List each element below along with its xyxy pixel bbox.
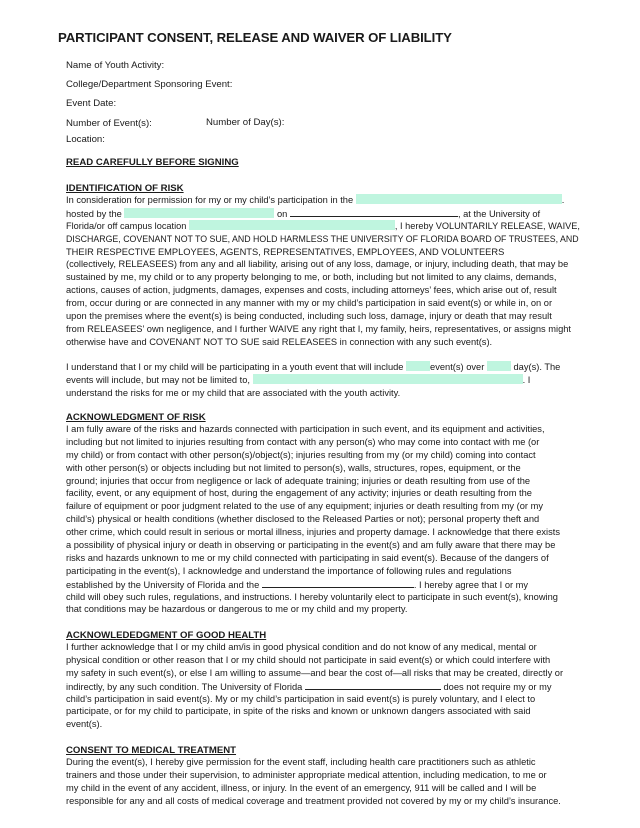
identification-line [66, 194, 582, 207]
location-field[interactable] [189, 220, 395, 230]
acknowledgment-line: I am fully aware of the risks and hazards connected with participation in such event, and its equipment and activities, [66, 424, 545, 434]
acknowledgment-line [66, 578, 582, 591]
acknowledgment-line: that conditions may be hazardous or dangerous to me or my child and my property. [66, 604, 408, 615]
acknowledgment-heading: ACKNOWLEDGMENT OF RISK [66, 412, 206, 423]
medical-line: During the event(s), I hereby give permission for the event staff, including health care practitioners such as athletic [66, 757, 536, 767]
text-segment: , at the University of [457, 208, 541, 219]
good-health-line: child’s participation in said event(s). My or my child’s participation in said event(s) is purely voluntary, and I elect to [66, 693, 536, 704]
good-health-line: my safety in such event(s), or else I am willing to assume—and bear the cost of—all risks that may be created, directly or [66, 667, 564, 678]
identification-line: DISCHARGE, COVENANT NOT TO SUE, AND HOLD HARMLESS THE UNIVERSITY OF FLORIDA BOARD OF TRUSTEES, AND [66, 233, 579, 244]
acknowledgment-line: child will obey such rules, regulations, and instructions. I hereby voluntarily elect to participate in such event(s), knowing [66, 591, 558, 602]
good-health-line: participate, or for my child to participate, in spite of the risks and known or unknown dangers associated with said [66, 706, 531, 717]
day-count-field[interactable] [487, 361, 511, 371]
event-date-label: Event Date: [66, 98, 117, 109]
text-segment: day(s). The [513, 362, 561, 372]
identification-line: upon the premises where the event(s) is being conducted, including such loss, damage, injury or death that may result [66, 311, 552, 322]
acknowledgment-line: ground; injuries that occur from negligence or lack of adequate training; injuries or death resulting from use of the [66, 475, 531, 486]
activity-name-field[interactable] [356, 194, 562, 204]
text-segment: I understand that I or my child will be participating in a youth event that will include [66, 362, 404, 372]
host-field[interactable] [124, 208, 274, 218]
acknowledgment-line: participating in the event(s), I acknowledge and understand the importance of following rules and regulations [66, 565, 512, 576]
text-segment: events will include, but may not be limited to, [66, 374, 250, 385]
text-segment: established by the University of Florida and the [66, 579, 260, 590]
num-days-label: Number of Day(s): [206, 117, 285, 128]
acknowledgment-line: a possibility of physical injury or death in observing or participating in the event(s) and am fully aware that there may be [66, 540, 556, 551]
identification-line: otherwise have and COVENANT NOT TO SUE said RELEASEES in connection with any such event(s). [66, 336, 493, 347]
acknowledgment-line: failure of equipment or poor judgment related to the use of any equipment; injuries or death resulting from my (or my [66, 501, 543, 512]
good-health-line [66, 680, 582, 693]
document-title: PARTICIPANT CONSENT, RELEASE AND WAIVER OF LIABILITY [58, 30, 452, 45]
text-segment: . [561, 195, 565, 205]
event-activities-field[interactable] [253, 374, 523, 384]
acknowledgment-line: with other person(s) or objects including but not limited to person(s), walls, structures, ropes, equipment, or the [66, 462, 521, 473]
date-underline-field[interactable] [290, 207, 458, 217]
identification-line: from, occur during or are connected in any manner with my or my child’s participation in said event(s) or while in, on or [66, 298, 553, 309]
understand-line [66, 361, 582, 374]
acknowledgment-line: including but not limited to injuries resulting from contact with any person(s) who may come into contact with me (or [66, 436, 540, 447]
understand-line: understand the risks for me or my child that are associated with the youth activity. [66, 387, 401, 398]
medical-line: trainers and those under their supervision, to administer appropriate medical attention, including medication, to me or [66, 769, 547, 780]
medical-line: responsible for any and all costs of medical coverage and treatment provided not covered by my or my child’s insurance. [66, 795, 561, 806]
location-label: Location: [66, 134, 105, 145]
sponsor-label: College/Department Sponsoring Event: [66, 79, 233, 90]
good-health-heading: ACKNOWLEDEDGMENT OF GOOD HEALTH [66, 630, 267, 641]
good-health-line: physical condition or other reason that I or my child should not participate in said event(s) or which could interfere with [66, 654, 551, 665]
acknowledgment-line: other crime, which could result in serious or mortal illness, injuries and property damage. I acknowledge that there exists [66, 527, 561, 538]
num-events-label: Number of Event(s): [66, 118, 152, 129]
good-health-line: I further acknowledge that I or my child am/is in good physical condition and do not know of any medical, mental or [66, 642, 537, 652]
text-segment: In consideration for permission for my or my child’s participation in the [66, 195, 354, 205]
understand-paragraph [66, 361, 582, 400]
good-health-line: event(s). [66, 719, 103, 730]
read-carefully-heading: READ CAREFULLY BEFORE SIGNING [66, 157, 239, 168]
event-count-field[interactable] [406, 361, 430, 371]
text-segment: , I hereby VOLUNTARILY RELEASE, WAIVE, [394, 220, 580, 231]
identification-line: THEIR RESPECTIVE EMPLOYEES, AGENTS, REPRESENTATIVES, EMPLOYEES, AND VOLUNTEERS [66, 246, 505, 257]
text-segment: does not require my or my [443, 681, 552, 692]
youth-activity-label: Name of Youth Activity: [66, 60, 165, 71]
text-segment: Florida/or off campus location [66, 220, 187, 231]
identification-line [66, 207, 582, 220]
identification-paragraph [66, 194, 582, 349]
acknowledgment-line: child’s) physical or health conditions (whether disclosed to the Released Parties or not); personal property theft and [66, 514, 540, 525]
identification-line: from RELEASEES’ own negligence, and I further WAIVE any right that I, my family, heirs, representatives, or assigns might [66, 323, 572, 334]
identification-line: actions, causes of action, judgments, damages, expenses and costs, including attorneys’ fees, which arise out of, result [66, 285, 557, 296]
identification-line: (collectively, RELEASEES) from any and all liability, arising out of any loss, damage, or injury, including death, that may be [66, 259, 569, 270]
text-segment: . I [522, 374, 531, 385]
acknowledgment-paragraph [66, 423, 582, 616]
medical-paragraph [66, 756, 582, 808]
identification-line [66, 220, 582, 233]
text-segment: . I hereby agree that I or my [413, 579, 529, 590]
identification-heading: IDENTIFICATION OF RISK [66, 183, 184, 194]
medical-heading: CONSENT TO MEDICAL TREATMENT [66, 745, 237, 756]
department-underline-field[interactable] [305, 680, 441, 690]
acknowledgment-line: my child) or from contact with other person(s)/object(s); injuries resulting from my (or my child) coming into contact [66, 449, 536, 460]
acknowledgment-line: facility, event, or any equipment of host, during the engagement of any activity; injuries or death resulting from the [66, 488, 532, 499]
text-segment: hosted by the [66, 208, 122, 219]
host-underline-field[interactable] [262, 578, 414, 588]
text-segment: event(s) over [430, 362, 485, 372]
medical-line: my child in the event of any accident, illness, or injury. In the event of an emergency, 911 will be called and I will be [66, 782, 537, 793]
text-segment: on [277, 208, 288, 219]
text-segment: indirectly, by any such condition. The University of Florida [66, 681, 303, 692]
acknowledgment-line: risks and hazards unknown to me or my child connected with participating in said event(s). Because of the dangers of [66, 552, 549, 563]
understand-line [66, 374, 582, 387]
identification-line: sustained by me, my child or to any property belonging to me, or both, including but not limited to any claims, demands, [66, 272, 557, 283]
good-health-paragraph [66, 641, 582, 731]
